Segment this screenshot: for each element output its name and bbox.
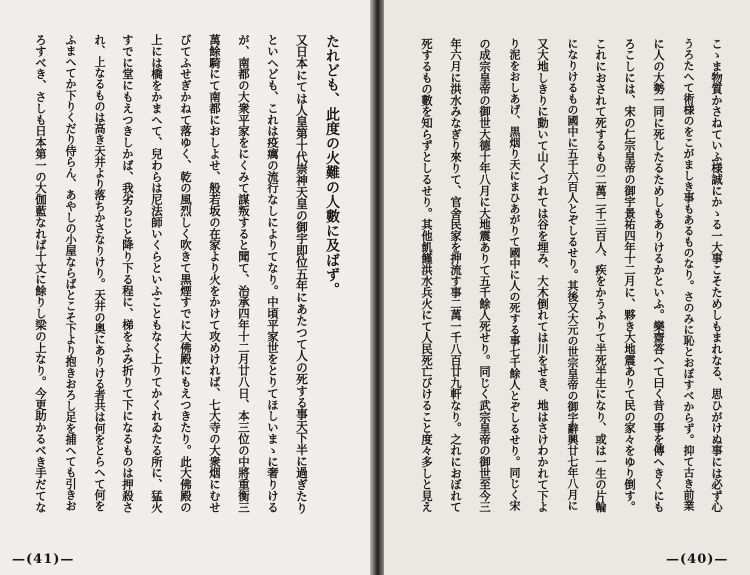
text-line: 萬餘騎にて南都におしよせ、般若坂の在家より火をかけて攻めければ、七大寺の大衆烟にむせ <box>208 34 222 513</box>
text-line: たれども、此度の火難の人數に及ばず。 <box>324 34 340 297</box>
page-number: —(40)— <box>666 552 729 567</box>
text-line: 上には橋をかまへて、兒わらは尼法師いくらといふこともなく上りてかくれゐたる所に、猛火 <box>150 34 164 513</box>
text-line: れ、上なるものは高き天井より落ちかさなりけり。天井の奥にありける者共は何をとらへて何を <box>93 34 106 512</box>
right-page <box>384 0 750 575</box>
text-line: これにおされて死するもの二萬二千三百人、疾をかうふりて半死半生になり、或は一生の片輪 <box>594 38 608 513</box>
text-line: 又大地しきりに動いて山くづれては谷を埋み、大木倒れては川をせき、地はさけわかれて下よ <box>536 38 550 513</box>
left-page <box>0 0 370 575</box>
text-line: 死するもの數を知らずとしるせり。其他飢饉洪水兵火にて人民死亡びけること度々多しと見え <box>420 38 434 513</box>
text-line: の成宗皇帝の御世大德十年八月に大地震ありて五千餘人死せり。同じく武宗皇帝の御世至今三 <box>478 38 492 513</box>
text-line: 年六月に洪水みなぎり來りて、官舍民家を押流す事二萬一千八百廿九軒なり。之れにおぼれて <box>449 38 463 513</box>
text-line: ろすべき、さしも日本第一の大伽藍なれば十丈に餘りし梁の上なり。今更助かるべき手だてな <box>34 34 48 513</box>
text-line: こゝま物質かさねていふ様誠にかゝる一大事こそためしもまれなる、思ひがけぬ事には必ず心 <box>710 38 724 513</box>
book-gutter <box>370 0 384 575</box>
page-number: —(41)— <box>12 552 75 567</box>
text-line: り泥をおしあげ、黒烟り天にまひあがりて國中に人の死する事七千餘人とぞしるせり。同じく宋 <box>508 38 521 511</box>
text-line: びてふせぎかねて落ゆく、乾の風烈しく吹きて黒煙すでに大佛殿にもえつきたり。此大佛殿の <box>179 34 193 513</box>
text-line: が、南都の大衆平家をにくみて謀叛すると聞て、治承四年十二月廿八日、本三位の中將重衡三 <box>237 34 251 513</box>
text-line: ろこしには、宋の仁宗皇帝の御宇景祐四年十二月に、夥き大地震ありて民の家々をゆり倒す。 <box>623 38 637 513</box>
text-line: ふまへてか下りくだり侍らん、あやしの小屋ならばとこそ下より抱きおろし足を捕へても引きお <box>64 34 77 512</box>
text-line: に人の大勢一同に死したるためしもありけるかといふ。樂齋答へて曰く昔の事を傳へきくにも <box>652 38 666 513</box>
text-line: すでに堂にもえつきしかば、我劣らじと降り下る程に、梯をふみ折りて下になるものは押殺さ <box>121 34 135 513</box>
text-line: うろたへて術様のをこがましき事もあるものなり。さのみに恥とおぼすべからず。抑て古き前業 <box>682 38 695 511</box>
text-line: になりけるもの國中に五千六百人とぞしるせり。其後又大元の世宗皇帝の御宇辭興廿七年八月に <box>566 38 579 511</box>
text-line: といへども、これは疫癘の流行なしによりてなり。中頃平家世をとりてほしいまゝに奢りける <box>266 34 280 513</box>
text-line: 又日本にては人皇第十代崇神天皇の御宇即位五年にあたつて人の死する事天下半に過ぎたり <box>295 34 309 514</box>
